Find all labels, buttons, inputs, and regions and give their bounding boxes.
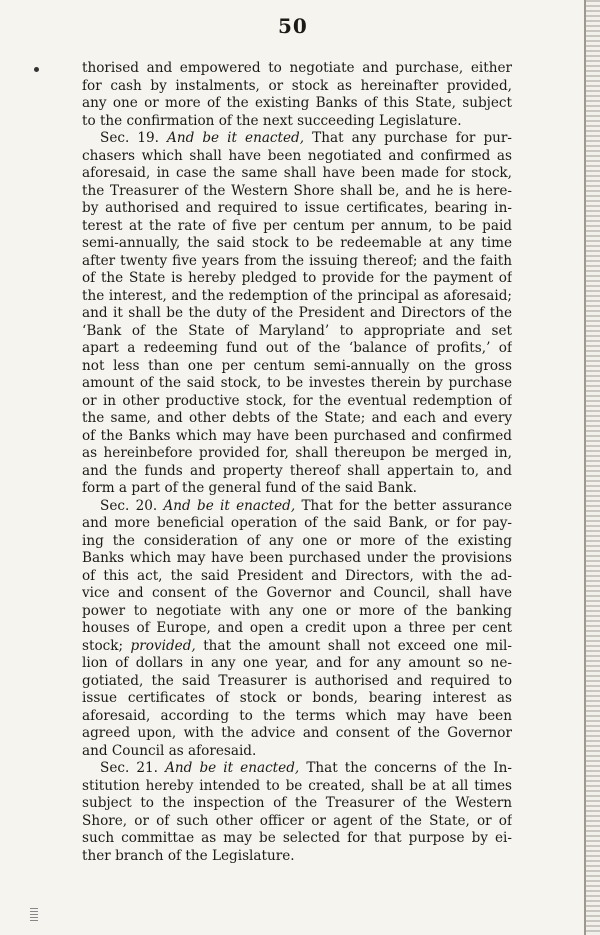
line-text: ‘Bank of the State of Maryland’ to appropriate and set [82, 322, 512, 339]
line-text: the interest, and the redemption of the principal as aforesaid; [82, 287, 512, 304]
text-line [82, 620, 512, 638]
line-text: semi-annually, the said stock to be redeemable at any time [82, 235, 512, 251]
text-line [82, 200, 512, 218]
line-text: vice and consent of the Governor and Council, shall have [82, 585, 512, 601]
line-text: Banks which may have been purchased under the provisions [82, 550, 512, 566]
line-text: power to negotiate with any one or more of the banking [82, 602, 512, 619]
page-number: 50 [278, 14, 308, 38]
text-line [82, 340, 512, 358]
line-text: the Treasurer of the Western Shore shall be, and he is here- [82, 182, 512, 199]
line-text: amount of the said stock, to be investes therein by purchase [82, 375, 512, 391]
text-line [82, 515, 512, 533]
text-line [82, 148, 512, 166]
text-line [82, 673, 512, 691]
line-text: and the funds and property thereof shall appertain to, and [82, 462, 512, 479]
text-line [82, 603, 512, 621]
line-text: and more beneficial operation of the said Bank, or for pay- [82, 515, 512, 531]
line-text: or in other productive stock, for the eventual redemption of [82, 392, 512, 409]
line-text: chasers which shall have been negotiated and confirmed as [82, 147, 512, 164]
text-line [82, 778, 512, 796]
line-text: Shore, or of such other officer or agent of the State, or of [82, 812, 512, 829]
line-text: of the State is hereby pledged to provide for the payment of [82, 270, 512, 286]
line-text: by authorised and required to issue certificates, bearing in- [82, 200, 512, 216]
text-line [82, 480, 512, 498]
line-text: aforesaid, according to the terms which may have been [82, 707, 512, 724]
proviso-word: provided, [130, 637, 196, 654]
text-line [82, 78, 512, 96]
text-line [82, 428, 512, 446]
line-text: as hereinbefore provided for, shall thereupon be merged in, [82, 445, 512, 461]
text-line [82, 375, 512, 393]
text-line [82, 165, 512, 183]
text-line [82, 183, 512, 201]
line-text: thorised and empowered to negotiate and purchase, either [82, 60, 512, 76]
line-text: issue certificates of stock or bonds, bearing interest as [82, 690, 512, 706]
text-line [82, 568, 512, 586]
text-line [82, 288, 512, 306]
text-line [82, 725, 512, 743]
line-text: after twenty five years from the issuing thereof; and the faith [82, 252, 512, 269]
text-line [82, 305, 512, 323]
text-line [82, 830, 512, 848]
edge-mark [30, 908, 38, 922]
line-text: to the confirmation of the next succeeding Legislature. [82, 112, 462, 129]
line-text: agreed upon, with the advice and consent of the Governor [82, 725, 512, 741]
line-text: lion of dollars in any one year, and for any amount so ne- [82, 655, 512, 671]
text-line [82, 130, 512, 148]
line-text: of the Banks which may have been purchased and confirmed [82, 427, 512, 444]
text-line [82, 95, 512, 113]
line-text: terest at the rate of five per centum per annum, to be paid [82, 217, 512, 234]
text-line [82, 410, 512, 428]
text-line [82, 60, 512, 78]
text-line [82, 498, 512, 516]
text-line [82, 218, 512, 236]
page-edge-bar [584, 0, 600, 935]
enactment-clause: And be it enacted, [167, 130, 305, 146]
line-text: apart a redeeming fund out of the ‘balance of profits,’ of [82, 340, 512, 356]
section-number: Sec. 19. [100, 130, 159, 146]
line-text: form a part of the general fund of the said Bank. [82, 480, 417, 496]
line-text: stock; [82, 637, 124, 654]
line-text: ther branch of the Legislature. [82, 847, 295, 864]
line-text: stitution hereby intended to be created, shall be at all times [82, 777, 512, 794]
text-line [82, 533, 512, 551]
text-line [82, 235, 512, 253]
text-line [82, 690, 512, 708]
line-text: That any purchase for pur- [312, 130, 512, 146]
line-text: not less than one per centum semi-annually on the gross [82, 357, 512, 374]
text-line [82, 550, 512, 568]
text-line [82, 848, 512, 866]
text-line [82, 113, 512, 131]
text-line [82, 655, 512, 673]
text-line [82, 323, 512, 341]
text-line [82, 393, 512, 411]
line-text: gotiated, the said Treasurer is authorised and required to [82, 672, 512, 689]
enactment-clause: And be it enacted, [165, 760, 300, 776]
text-line [82, 585, 512, 603]
line-text: aforesaid, in case the same shall have been made for stock, [82, 165, 512, 181]
line-text: ing the consideration of any one or more of the existing [82, 532, 512, 549]
section-number: Sec. 21. [100, 760, 158, 776]
text-line [82, 813, 512, 831]
text-line [82, 358, 512, 376]
line-text: subject to the inspection of the Treasurer of the Western [82, 795, 512, 811]
section-number: Sec. 20. [100, 497, 158, 514]
text-line [82, 743, 512, 761]
text-line [82, 270, 512, 288]
line-text: and it shall be the duty of the President and Directors of the [82, 305, 512, 321]
line-text: and Council as aforesaid. [82, 742, 257, 759]
line-text: that the amount shall not exceed one mil- [203, 637, 512, 654]
text-line [82, 463, 512, 481]
text-line [82, 708, 512, 726]
text-line [82, 445, 512, 463]
line-text: of this act, the said President and Directors, with the ad- [82, 567, 512, 584]
line-text: for cash by instalments, or stock as hereinafter provided, [82, 77, 512, 94]
enactment-clause: And be it enacted, [163, 497, 296, 514]
margin-dot [34, 67, 39, 72]
text-line [82, 638, 512, 656]
line-text: houses of Europe, and open a credit upon a three per cent [82, 620, 512, 636]
line-text: any one or more of the existing Banks of this State, subject [82, 95, 512, 111]
text-line [82, 253, 512, 271]
line-text: That the concerns of the In- [306, 760, 512, 776]
line-text: such committae as may be selected for that purpose by ei- [82, 830, 512, 846]
line-text: That for the better assurance [301, 497, 512, 514]
body-text [82, 60, 512, 865]
line-text: the same, and other debts of the State; and each and every [82, 410, 512, 426]
text-line [82, 795, 512, 813]
text-line [82, 760, 512, 778]
